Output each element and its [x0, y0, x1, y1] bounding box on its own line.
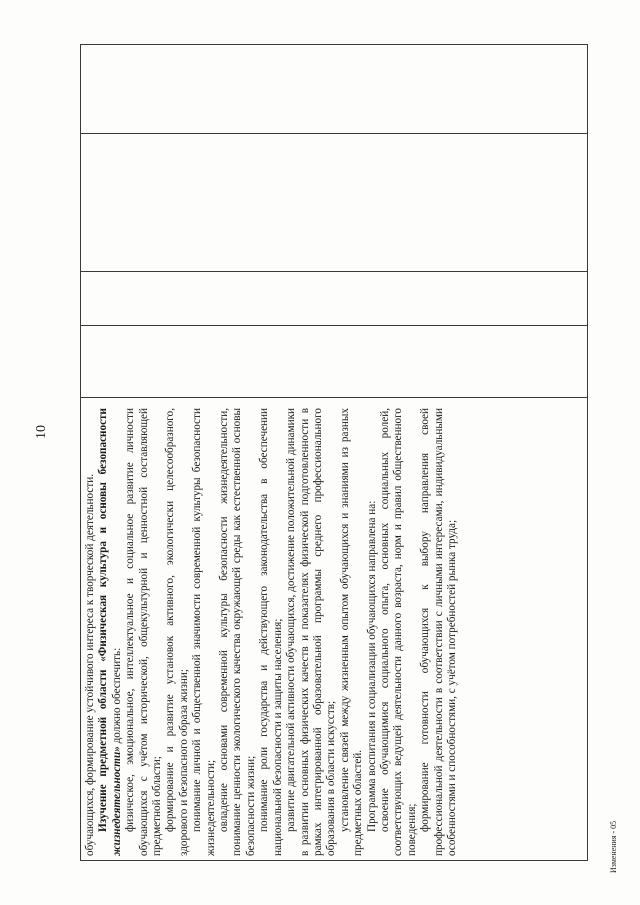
paragraph-heading	[97, 408, 124, 856]
paragraph: овладение основами современной культуры безопасности жизнедеятельности, понимание ценности экологического качества окружающей среды как естественной основы безопасности жизни;	[218, 408, 257, 856]
paragraph: формирование и развитие установок активного, экологически целесообразного, здорового и безопасного образа жизни;	[164, 408, 190, 856]
paragraph: физическое, эмоциональное, интеллектуальное и социальное развитие личности обучающихся с учётом исторической, общекультурной и ценностной составляющей предметной области;	[124, 408, 164, 856]
heading-bold-italic-text: жизнедеятельности»	[110, 746, 123, 856]
table-row-divider	[81, 325, 587, 326]
paragraph: обучающихся, формирование устойчивого интереса к творческой деятельности.	[84, 473, 96, 856]
paragraph: установление связей между жизненным опытом обучающихся и знаниями из разных предметных областей.	[338, 408, 365, 856]
paragraph: развитие двигательной активности обучающихся, достижение положительной динамики в развитии основных физических качеств и показателях физической подготовленности в рамках интегрированной образовательной программы среднего профессионального образования в области искусств;	[285, 408, 338, 856]
paragraph: формирование готовности обучающихся к выбору направления своей профессиональной деятельности в соответствии с личными интересами, индивидуальными особенностями и способностями, с учётом потребностей рынка труда;	[419, 408, 458, 856]
table-cell-content	[81, 397, 589, 862]
paragraph: понимание роли государства и действующего законодательства в обеспечении национальной безопасности и защиты населения;	[258, 408, 284, 856]
heading-rest-text: должно обеспечить:	[110, 647, 123, 747]
rotated-text-block	[81, 404, 589, 862]
paragraph: понимание личной и общественной значимости современной культуры безопасности жизнедеятельности;	[191, 408, 217, 856]
paragraph: освоение обучающимися социального опыта, основных социальных ролей, соответствующих ведущей деятельности данного возраста, норм и правил общественного поведения;	[378, 408, 418, 856]
table-row-divider	[81, 271, 587, 272]
paragraph: Программа воспитания и социализации обучающихся направлена на:	[365, 500, 378, 832]
page-number: 10	[34, 425, 49, 439]
heading-bold-text: Изучение предметной области «Физическая культура и основы безопасности	[97, 408, 110, 832]
table-row-divider	[81, 133, 587, 134]
table	[80, 44, 588, 861]
revision-note: Изменения - 05	[609, 820, 618, 873]
